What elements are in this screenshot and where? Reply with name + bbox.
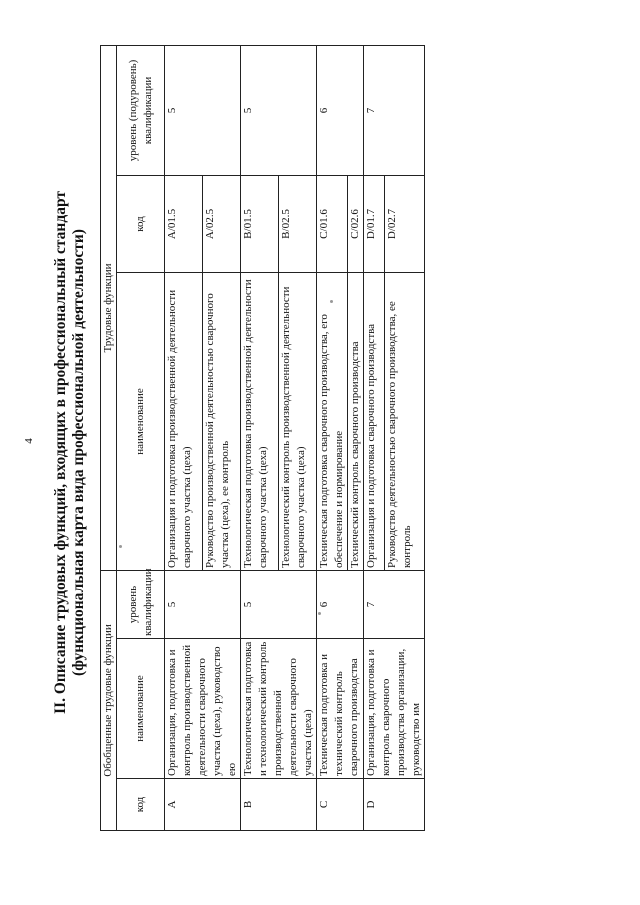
tf-name: Организация и подготовка сварочного производства bbox=[364, 273, 385, 571]
tf-code: B/01.5 bbox=[241, 176, 279, 273]
tf-name: Технологическая подготовка производственной деятельности сварочного участка (цеха) bbox=[241, 273, 279, 571]
col-header-level: уровень квалификации bbox=[117, 571, 165, 639]
heading-line-2: (функциональная карта вида профессиональной деятельности) bbox=[70, 229, 87, 676]
tf-name: Руководство производственной деятельностью сварочного участка (цеха), ее контроль bbox=[203, 273, 241, 571]
col-header-tf-name: наименование bbox=[117, 273, 165, 571]
table-row bbox=[364, 46, 385, 831]
col-header-tf-code: код bbox=[117, 176, 165, 273]
group-header-generalized: Обобщенные трудовые функции bbox=[101, 571, 117, 831]
gf-code: D bbox=[364, 779, 425, 831]
gf-name: Организация, подготовка и контроль сварочного производства организации, руководство им bbox=[364, 639, 425, 779]
gf-code: C bbox=[317, 779, 364, 831]
functional-map-table bbox=[100, 45, 425, 831]
tf-sublevel: 7 bbox=[364, 46, 425, 176]
gf-code: B bbox=[241, 779, 317, 831]
heading-line-1: II. Описание трудовых функций, входящих в профессиональный стандарт bbox=[52, 191, 69, 714]
col-header-code: код bbox=[117, 779, 165, 831]
tf-sublevel: 5 bbox=[165, 46, 241, 176]
tf-name: Организация и подготовка производственной деятельности сварочного участка (цеха) bbox=[165, 273, 203, 571]
col-header-sublevel: уровень (подуровень) квалификации bbox=[117, 46, 165, 176]
tf-name: Руководство деятельностью сварочного производства, ее контроль bbox=[384, 273, 424, 571]
tf-sublevel: 6 bbox=[317, 46, 364, 176]
gf-name: Техническая подготовка и технический контроль сварочного производства bbox=[317, 639, 364, 779]
tf-code: A/02.5 bbox=[203, 176, 241, 273]
group-header-labor: Трудовые функции bbox=[101, 46, 117, 571]
tf-code: A/01.5 bbox=[165, 176, 203, 273]
tf-code: C/02.6 bbox=[348, 176, 364, 273]
table-row bbox=[317, 46, 348, 831]
tf-name: Технический контроль сварочного производства bbox=[348, 273, 364, 571]
gf-level: 6 bbox=[317, 571, 364, 639]
tf-name: Техническая подготовка сварочного производства, его обеспечение и нормирование bbox=[317, 273, 348, 571]
tf-sublevel: 5 bbox=[241, 46, 317, 176]
gf-level: 5 bbox=[241, 571, 317, 639]
tf-code: D/01.7 bbox=[364, 176, 385, 273]
tf-code: D/02.7 bbox=[384, 176, 424, 273]
gf-code: A bbox=[165, 779, 241, 831]
table-row bbox=[241, 46, 279, 831]
gf-name: Технологическая подготовка и технологический контроль производственной деятельности сварочного участка (цеха) bbox=[241, 639, 317, 779]
col-header-name: наименование bbox=[117, 639, 165, 779]
gf-level: 5 bbox=[165, 571, 241, 639]
tf-name: Технологический контроль производственной деятельности сварочного участка (цеха) bbox=[279, 273, 317, 571]
section-heading bbox=[52, 0, 88, 905]
tf-code: B/02.5 bbox=[279, 176, 317, 273]
tf-code: C/01.6 bbox=[317, 176, 348, 273]
gf-level: 7 bbox=[364, 571, 425, 639]
gf-name: Организация, подготовка и контроль производственной деятельности сварочного участка (цеха), руководство ею bbox=[165, 639, 241, 779]
table-row bbox=[165, 46, 203, 831]
page-number: 4 bbox=[22, 438, 35, 444]
